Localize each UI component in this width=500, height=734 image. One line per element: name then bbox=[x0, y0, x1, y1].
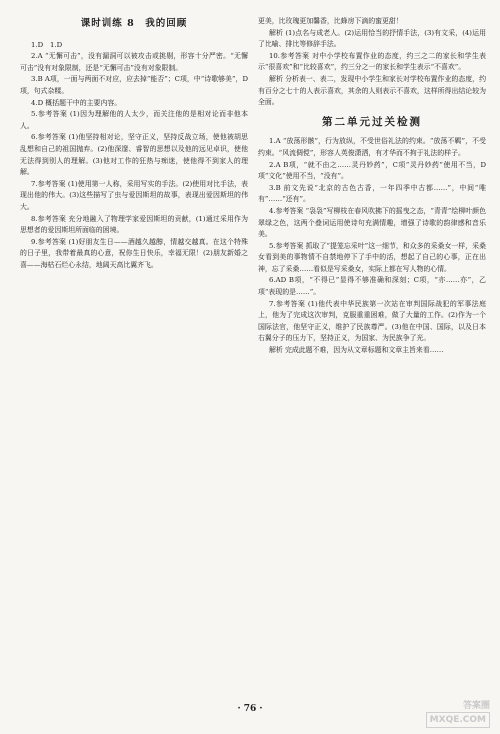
watermark-logo bbox=[420, 700, 490, 726]
answer-paragraph: 5.参考答案 (1)因为理解他的人太少，而关注他的是相对论而非他本人。 bbox=[20, 110, 248, 130]
answer-paragraph: 1.D 1.D bbox=[31, 40, 63, 49]
page-number: · 76 · bbox=[237, 704, 263, 714]
answer-paragraph: 3.B 前文先说“北京的古色古香，一年四季中古都……”，中间“唯有”……“还有”。 bbox=[258, 183, 486, 204]
answer-paragraph: 2.A B项，“就不由之……灵丹妙药”，C项“灵丹妙药”使用不当，D项“文化”使用不当，“没有”。 bbox=[258, 160, 486, 181]
answer-paragraph: 10.参考答案 对中小学校布置作业的态度，约三之二的家长和学生表示“很喜欢”和“比较喜欢”，约三分之一的家长和学生表示“不喜欢”。 bbox=[258, 51, 486, 72]
answer-paragraph: 7.参考答案 (1)他代表中华民族第一次站在审判国际战犯的军事法庭上，他为了完成这次审判，克服重重困难，做了大量的工作。(2)作为一个国际法官，他坚守正义，维护了民族尊严。(3)他在中国、国际，以及日本右翼分子的压力下，坚持正义，为国家、为民族争了光。 bbox=[258, 299, 486, 343]
answer-paragraph: 1.A “放荡形骸”，行为放纵，不受世俗礼法的约束。“放荡不羁”，不受约束。“风流倜傥”，形容人英俊潇洒，有才华而不拘于礼法的样子。 bbox=[258, 137, 486, 157]
lesson-title: 课时训练 8 我的回顾 bbox=[80, 18, 188, 29]
continued-text: 更美，比玫瑰更加馨香，比蜂房下滴的蜜更甜！ bbox=[258, 17, 403, 25]
answer-paragraph: 4.D 概括题干中的主要内容。 bbox=[31, 98, 122, 107]
answer-paragraph: 3.B A项，一面与两面不对应，应去掉“能否”；C项，中“诗歌够美”，D项，句式杂糅。 bbox=[20, 75, 248, 95]
answer-paragraph: 解析 (1)点名与成老人。(2)运用恰当的抒情手法，(3)有文采，(4)运用了比喻、排比等修辞手法。 bbox=[258, 28, 486, 49]
left-column bbox=[20, 16, 248, 271]
answer-paragraph: 7.参考答案 (1)使用第一人称，采用写实的手法。(2)使用对比手法，表现出他的伟大。(3)这些描写了虫与爱因斯坦的故事，表现出爱因斯坦的伟大。 bbox=[20, 179, 248, 211]
watermark-text: 答案圈 bbox=[462, 701, 490, 711]
answer-paragraph: 4.参考答案 “袅袅”写柳枝在春风吹拂下的摇曳之态，“青青”绘柳叶颜色翠绿之色，这两个叠词运用使诗句充满情趣，增强了诗歌的韵律感和音乐美。 bbox=[258, 206, 486, 239]
answer-paragraph: 5.参考答案 抓取了“提笼忘采叶”这一细节，和众多的采桑女一样，采桑女看到美的事物情不自禁地停下了手中的活，想起了自己的心事，正在出神，忘了采桑……看似是写采桑女，实际上都在写人物的心情。 bbox=[258, 241, 486, 273]
answer-paragraph: 6.AD B项，“不得已”显得不够准确和深刻；C项，“亦……亦”，乙项“表现的是……”。 bbox=[258, 276, 486, 297]
answer-paragraph: 6.参考答案 (1)他坚持相对论，坚守正义，坚持反战立场，使他被胡思乱想和自己的祖国抛弃。(2)他深邃、睿智的思想以及他的远见卓识，使他无法得到别人的理解。(3)他对工作的狂热与痴迷，使他得不到家人的理解。 bbox=[20, 133, 248, 177]
watermark-url: MXQE.COM bbox=[426, 712, 490, 728]
answer-paragraph: 8.参考答案 充分地融入了物理学家爱因斯坦的贡献，(1)通过采用作为思想者的爱因斯坦所面临的困境。 bbox=[20, 214, 248, 235]
answer-paragraph: 2.A “无懈可击”，没有漏洞可以被攻击或挑剔，形容十分严密。“无懈可击”没有对象限制，还是“无懈可击”没有对象限制。 bbox=[20, 52, 248, 72]
answer-paragraph: 解析 完成此题不难，因为从文章标题和文章主旨来看…… bbox=[269, 346, 444, 355]
answer-paragraph: 解析 分析表一、表二，发现中小学生和家长对学校布置作业的态度，约有百分之七十的人表示喜欢，其余的人则表示不喜欢，这样所得出结论较为全面。 bbox=[258, 74, 486, 107]
section-title: 第二单元过关检测 bbox=[322, 115, 422, 128]
right-column bbox=[258, 16, 486, 357]
answer-paragraph: 9.参考答案 (1)好朋友生日——酒越久越醇，情越交越真。在这个特殊的日子里，我带着最真的心意，祝你生日快乐，幸福无限！(2)朋友新婚之喜——海枯石烂心永结，地阔天高比翼齐飞。 bbox=[20, 237, 248, 269]
